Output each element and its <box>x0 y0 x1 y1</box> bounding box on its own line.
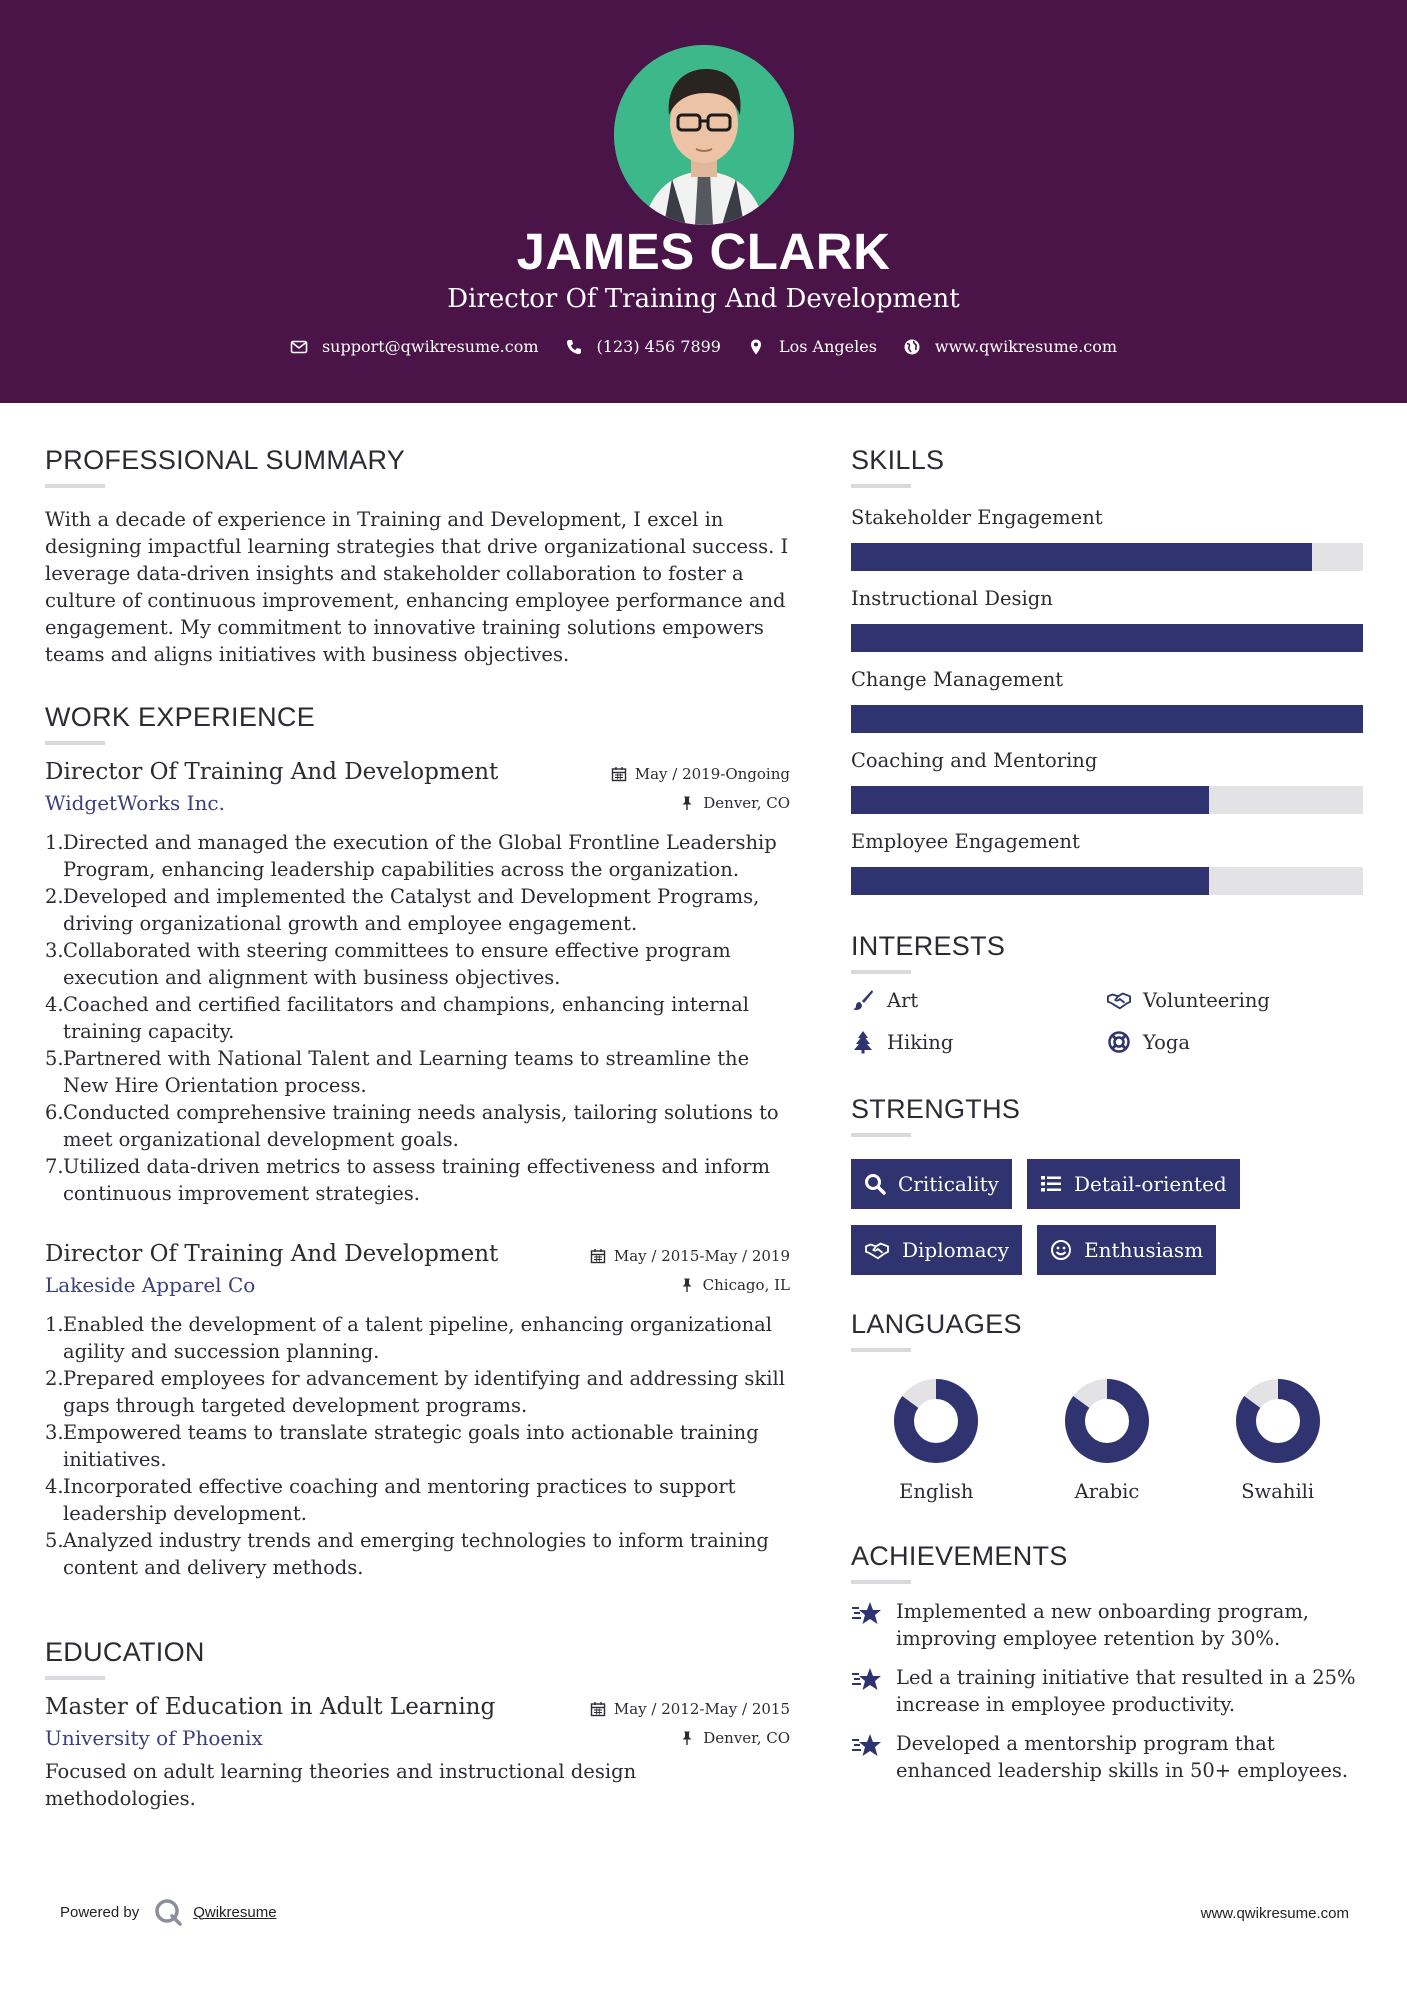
list-icon <box>1040 1173 1062 1195</box>
list-item: 6. Conducted comprehensive training needs analysis, tailoring solutions to meet organizational development goals. <box>45 1101 779 1151</box>
skill-bar-fill <box>851 624 1363 652</box>
interest-yoga <box>1107 1030 1363 1054</box>
summary-text: With a decade of experience in Training and Development, I excel in designing impactful learning strategies that drive organizational success. I leverage data-driven insights and stakeholder collaboration to foster a culture of continuous improvement, enhancing employee performance and engagement. My commitment to innovative training solutions empowers teams and aligns initiatives with business objectives. <box>45 508 789 666</box>
list-item: 4. Incorporated effective coaching and mentoring practices to support leadership development. <box>45 1475 736 1525</box>
qwikresume-logo-icon <box>153 1897 183 1927</box>
strengths-heading: STRENGTHS <box>851 1094 1021 1124</box>
list-item: 1. Enabled the development of a talent pipeline, enhancing organizational agility and succession planning. <box>45 1313 773 1363</box>
contact-bar <box>0 337 1407 356</box>
powered-by-label: Powered by <box>60 1903 140 1921</box>
job-date <box>611 765 790 783</box>
contact-location-text: Los Angeles <box>778 337 877 356</box>
contact-website[interactable] <box>903 337 1117 356</box>
education-heading: EDUCATION <box>45 1637 205 1667</box>
interest-label: Art <box>887 988 919 1012</box>
skill-name: Employee Engagement <box>851 830 1080 853</box>
company-name: WidgetWorks Inc. <box>45 791 225 815</box>
contact-location <box>747 337 877 356</box>
job-location-text: Denver, CO <box>703 794 790 812</box>
strength-badge-diplomacy <box>851 1225 1022 1275</box>
achievement-text: Developed a mentorship program that enhanced leadership skills in 50+ employees. <box>896 1732 1349 1782</box>
skill-item <box>851 587 1363 652</box>
job-responsibilities <box>45 1311 790 1581</box>
interest-hiking <box>851 1030 1107 1054</box>
achievements-section <box>851 1541 1363 1784</box>
language-item <box>1022 1376 1193 1503</box>
list-item: 2. Developed and implemented the Catalyst and Development Programs, driving organizational growth and employee engagement. <box>45 885 760 935</box>
job-location-text: Chicago, IL <box>702 1276 790 1294</box>
contact-email-text: support@qwikresume.com <box>321 337 539 356</box>
skills-heading: SKILLS <box>851 445 945 475</box>
right-column <box>851 445 1363 1796</box>
resume-header <box>0 0 1407 403</box>
company-name: Lakeside Apparel Co <box>45 1273 256 1297</box>
list-item: 1. Directed and managed the execution of the Global Frontline Leadership Program, enhancing leadership capabilities across the organization. <box>45 831 777 881</box>
job-title: Director Of Training And Development <box>45 759 499 785</box>
skills-list <box>851 506 1363 895</box>
footer-powered-by <box>60 1897 277 1927</box>
work-section <box>45 702 790 1581</box>
interests-heading: INTERESTS <box>851 931 1006 961</box>
job-date-text: May / 2019-Ongoing <box>634 765 790 783</box>
pin-icon <box>679 1730 695 1746</box>
language-name: Swahili <box>1241 1480 1315 1503</box>
strength-label: Diplomacy <box>902 1238 1010 1262</box>
job-location <box>679 794 790 812</box>
contact-phone-text: (123) 456 7899 <box>596 337 721 356</box>
education-section <box>45 1637 790 1812</box>
section-divider <box>851 1580 911 1584</box>
job-date <box>590 1247 790 1265</box>
language-level-ring <box>1233 1376 1323 1466</box>
section-divider <box>851 1133 911 1137</box>
section-divider <box>45 1676 105 1680</box>
interest-label: Hiking <box>887 1030 954 1054</box>
education-description: Focused on adult learning theories and instructional design methodologies. <box>45 1760 637 1810</box>
list-item: 2. Prepared employees for advancement by identifying and addressing skill gaps through targeted development programs. <box>45 1367 785 1417</box>
strengths-section <box>851 1094 1363 1275</box>
skill-bar-fill <box>851 705 1363 733</box>
contact-email[interactable] <box>290 337 539 356</box>
language-level-ring <box>1062 1376 1152 1466</box>
section-divider <box>851 970 911 974</box>
section-divider <box>851 484 911 488</box>
section-divider <box>851 1348 911 1352</box>
star-award-icon <box>851 1600 883 1628</box>
interest-volunteering <box>1107 988 1363 1012</box>
calendar-icon <box>590 1701 606 1717</box>
skill-item <box>851 506 1363 571</box>
achievement-item <box>851 1664 1363 1718</box>
strength-badge-detail-oriented <box>1027 1159 1240 1209</box>
skill-bar <box>851 786 1363 814</box>
skill-name: Stakeholder Engagement <box>851 506 1103 529</box>
strength-label: Detail-oriented <box>1073 1172 1227 1196</box>
search-icon <box>864 1173 886 1195</box>
strength-label: Criticality <box>898 1172 999 1196</box>
education-date-text: May / 2012-May / 2015 <box>613 1700 790 1718</box>
job-entry <box>45 1241 790 1581</box>
contact-phone[interactable] <box>565 337 721 356</box>
skills-section <box>851 445 1363 895</box>
education-location-text: Denver, CO <box>703 1729 790 1747</box>
envelope-icon <box>290 338 308 356</box>
left-column <box>45 445 790 1812</box>
interest-label: Yoga <box>1143 1030 1191 1054</box>
tree-icon <box>851 1030 875 1054</box>
achievement-item <box>851 1730 1363 1784</box>
strength-label: Enthusiasm <box>1084 1238 1204 1262</box>
lifering-icon <box>1107 1030 1131 1054</box>
skill-item <box>851 749 1363 814</box>
skill-bar <box>851 867 1363 895</box>
list-item: 5. Analyzed industry trends and emerging technologies to inform training content and delivery methods. <box>45 1529 769 1579</box>
education-date <box>590 1700 790 1718</box>
skill-bar <box>851 705 1363 733</box>
job-date-text: May / 2015-May / 2019 <box>613 1247 790 1265</box>
languages-section <box>851 1309 1363 1503</box>
job-title: Director Of Training And Development <box>45 1241 499 1267</box>
skill-bar-fill <box>851 786 1209 814</box>
skill-item <box>851 830 1363 895</box>
pin-icon <box>679 795 695 811</box>
candidate-name: JAMES CLARK <box>516 223 891 280</box>
work-heading: WORK EXPERIENCE <box>45 702 316 732</box>
job-responsibilities <box>45 829 790 1207</box>
star-award-icon <box>851 1666 883 1694</box>
pin-icon <box>679 1277 695 1293</box>
star-award-icon <box>851 1732 883 1760</box>
achievement-text: Led a training initiative that resulted in a 25% increase in employee productivity. <box>896 1666 1356 1716</box>
list-item: 5. Partnered with National Talent and Learning teams to streamline the New Hire Orientation process. <box>45 1047 750 1097</box>
phone-icon <box>565 338 583 356</box>
interests-section <box>851 931 1363 1054</box>
section-divider <box>45 741 105 745</box>
skill-bar-fill <box>851 543 1312 571</box>
handshake-icon <box>864 1239 890 1261</box>
map-marker-icon <box>747 338 765 356</box>
calendar-icon <box>590 1248 606 1264</box>
languages-heading: LANGUAGES <box>851 1309 1022 1339</box>
language-item <box>1192 1376 1363 1503</box>
skill-bar <box>851 543 1363 571</box>
skill-bar-fill <box>851 867 1209 895</box>
school-name: University of Phoenix <box>45 1726 263 1750</box>
job-location <box>679 1276 790 1294</box>
skill-item <box>851 668 1363 733</box>
degree-title: Master of Education in Adult Learning <box>45 1694 496 1720</box>
achievement-item <box>851 1598 1363 1652</box>
contact-website-text: www.qwikresume.com <box>934 337 1118 356</box>
smile-icon <box>1050 1239 1072 1261</box>
globe-icon <box>903 338 921 356</box>
language-name: Arabic <box>1074 1480 1140 1503</box>
language-item <box>851 1376 1022 1503</box>
interest-art <box>851 988 1107 1012</box>
achievements-heading: ACHIEVEMENTS <box>851 1541 1068 1571</box>
skill-name: Coaching and Mentoring <box>851 749 1098 772</box>
strength-badge-criticality <box>851 1159 1012 1209</box>
skill-bar <box>851 624 1363 652</box>
brand-link[interactable]: Qwikresume <box>193 1903 277 1921</box>
summary-heading: PROFESSIONAL SUMMARY <box>45 445 406 475</box>
education-location <box>679 1729 790 1747</box>
candidate-title: Director Of Training And Development <box>447 284 960 314</box>
summary-section <box>45 445 790 668</box>
skill-name: Change Management <box>851 668 1064 691</box>
section-divider <box>45 484 105 488</box>
interest-label: Volunteering <box>1143 988 1270 1012</box>
calendar-icon <box>611 766 627 782</box>
achievement-text: Implemented a new onboarding program, improving employee retention by 30%. <box>896 1600 1310 1650</box>
paintbrush-icon <box>851 988 875 1012</box>
profile-photo <box>614 45 794 225</box>
list-item: 3. Empowered teams to translate strategic goals into actionable training initiatives. <box>45 1421 759 1471</box>
language-level-ring <box>891 1376 981 1466</box>
job-entry <box>45 759 790 1207</box>
skill-name: Instructional Design <box>851 587 1053 610</box>
strength-badge-enthusiasm <box>1037 1225 1216 1275</box>
list-item: 3. Collaborated with steering committees to ensure effective program execution and alignment with business objectives. <box>45 939 731 989</box>
list-item: 4. Coached and certified facilitators and champions, enhancing internal training capacity. <box>45 993 750 1043</box>
footer-url[interactable]: www.qwikresume.com <box>1200 1905 1349 1922</box>
list-item: 7. Utilized data-driven metrics to assess training effectiveness and inform continuous improvement strategies. <box>45 1155 770 1205</box>
handshake-icon <box>1107 988 1131 1012</box>
language-name: English <box>899 1480 974 1503</box>
